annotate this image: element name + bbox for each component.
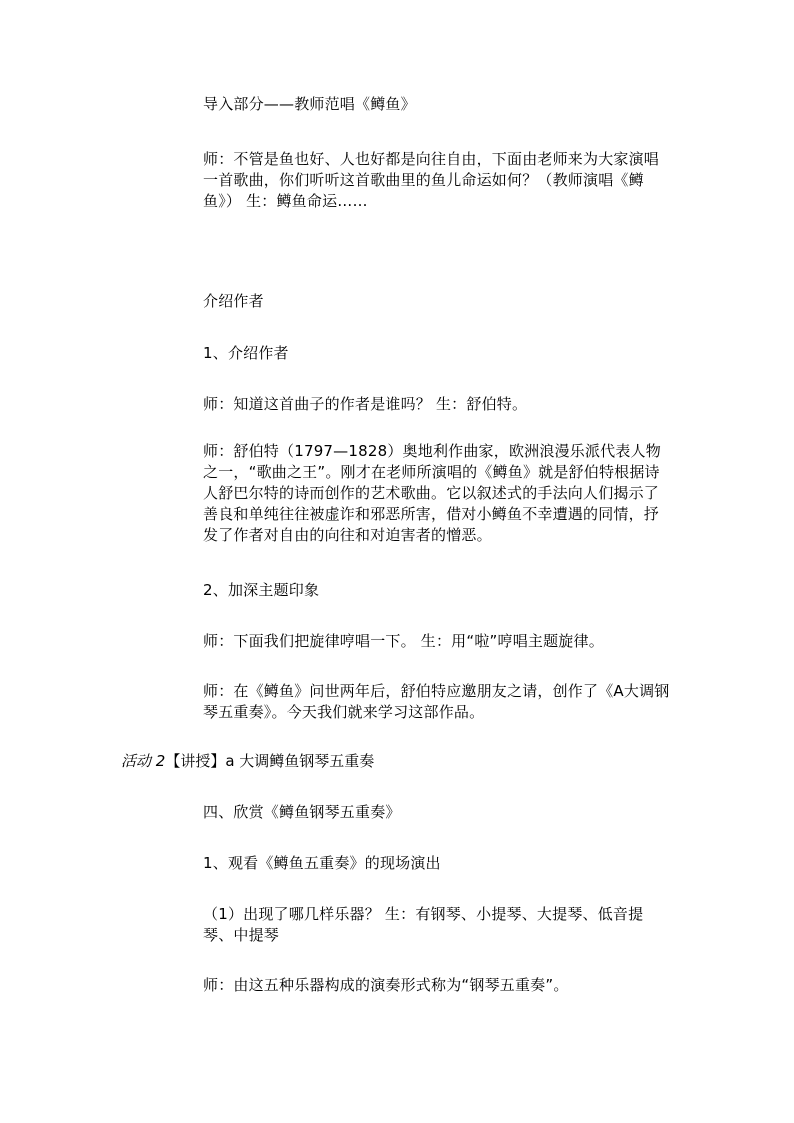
- activity-prefix: 活动 2: [121, 752, 166, 770]
- subsection-introduce-author: 1、介绍作者: [203, 344, 289, 362]
- paragraph-teacher-sings: 师：不管是鱼也好、人也好都是向往自由，下面由老师来为大家演唱一首歌曲，你们听听这首歌曲里的鱼儿命运如何？（教师演唱《鳟鱼》） 生：鳟鱼命运……: [203, 150, 660, 210]
- paragraph-quintet-intro: 师：在《鳟鱼》问世两年后，舒伯特应邀朋友之请，创作了《A大调钢琴五重奏》。今天我们就来学习这部作品。: [203, 682, 670, 721]
- paragraph-hum-melody: 师：下面我们把旋律哼唱一下。 生：用“啦”哼唱主题旋律。: [203, 632, 604, 650]
- activity-heading: [121, 751, 681, 772]
- paragraph-schubert-bio: 师：舒伯特（1797—1828）奥地利作曲家，欧洲浪漫乐派代表人物之一，“歌曲之王”。刚才在老师所演唱的《鳟鱼》就是舒伯特根据诗人舒巴尔特的诗而创作的艺术歌曲。它以叙述式的手法向人们揭示了善良和单纯往往被虚诈和邪恶所害，借对小鳟鱼不幸遭遇的同情，抒发了作者对自由的向往和对迫害者的憎恶。: [203, 442, 661, 544]
- paragraph-instruments-question: （1）出现了哪几样乐器？ 生：有钢琴、小提琴、大提琴、低音提琴、中提琴: [203, 905, 644, 944]
- paragraph-piano-quintet-definition: 师：由这五种乐器构成的演奏形式称为“钢琴五重奏”。: [203, 976, 569, 994]
- activity-title: 【讲授】a 大调鳟鱼钢琴五重奏: [165, 752, 375, 770]
- paragraph-who-is-author: 师：知道这首曲子的作者是谁吗？ 生：舒伯特。: [203, 395, 528, 413]
- section-intro-title: 导入部分——教师范唱《鳟鱼》: [203, 95, 416, 113]
- section-introduce-author: 介绍作者: [203, 292, 264, 310]
- section-appreciate-quintet: 四、欣赏《鳟鱼钢琴五重奏》: [203, 803, 401, 821]
- subsection-theme-impression: 2、加深主题印象: [203, 581, 320, 599]
- subsection-watch-performance: 1、观看《鳟鱼五重奏》的现场演出: [203, 854, 441, 872]
